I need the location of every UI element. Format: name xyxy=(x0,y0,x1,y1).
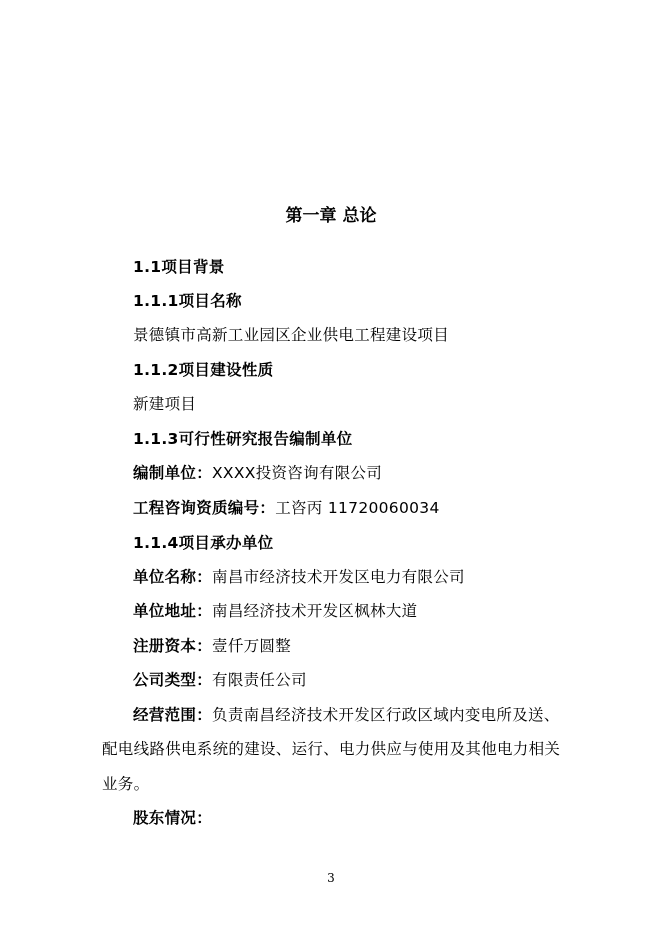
business-scope-label: 经营范围： xyxy=(133,706,213,724)
qualification-label: 工程咨询资质编号： xyxy=(133,499,276,517)
project-nature-text: 新建项目 xyxy=(133,395,197,413)
unit-address-row xyxy=(133,601,417,621)
compiler-value: XXXX投资咨询有限公司 xyxy=(212,464,383,482)
capital-row xyxy=(133,636,291,656)
heading-1-1-4: 1.1.4项目承办单位 xyxy=(133,534,274,552)
unit-address-label: 单位地址： xyxy=(133,602,213,620)
company-type-value: 有限责任公司 xyxy=(212,671,307,689)
heading-1-1-3: 1.1.3可行性研究报告编制单位 xyxy=(133,430,353,448)
chapter-title: 第一章 总论 xyxy=(285,206,377,226)
compiler-label: 编制单位： xyxy=(133,464,213,482)
capital-value: 壹仟万圆整 xyxy=(212,637,292,655)
shareholders-label: 股东情况： xyxy=(133,809,213,827)
heading-1-1-2: 1.1.2项目建设性质 xyxy=(133,361,274,379)
unit-name-label: 单位名称： xyxy=(133,568,213,586)
qualification-row xyxy=(133,498,440,518)
heading-1-1: 1.1项目背景 xyxy=(133,258,225,276)
unit-name-row xyxy=(133,567,465,587)
qualification-value: 工咨丙 11720060034 xyxy=(275,499,440,517)
business-scope-line-1: 负责南昌经济技术开发区行政区域内变电所及送、 xyxy=(212,706,560,724)
company-type-row xyxy=(133,670,307,690)
page-number: 3 xyxy=(327,871,335,885)
business-scope-row xyxy=(133,705,560,725)
business-scope-line-2: 配电线路供电系统的建设、运行、电力供应与使用及其他电力相关 xyxy=(102,740,561,758)
capital-label: 注册资本： xyxy=(133,637,213,655)
compiler-row xyxy=(133,463,382,483)
project-name-text: 景德镇市高新工业园区企业供电工程建设项目 xyxy=(133,326,450,344)
unit-address-value: 南昌经济技术开发区枫林大道 xyxy=(212,602,418,620)
business-scope-line-3: 业务。 xyxy=(102,775,150,793)
company-type-label: 公司类型： xyxy=(133,671,213,689)
heading-1-1-1: 1.1.1项目名称 xyxy=(133,292,242,310)
unit-name-value: 南昌市经济技术开发区电力有限公司 xyxy=(212,568,465,586)
